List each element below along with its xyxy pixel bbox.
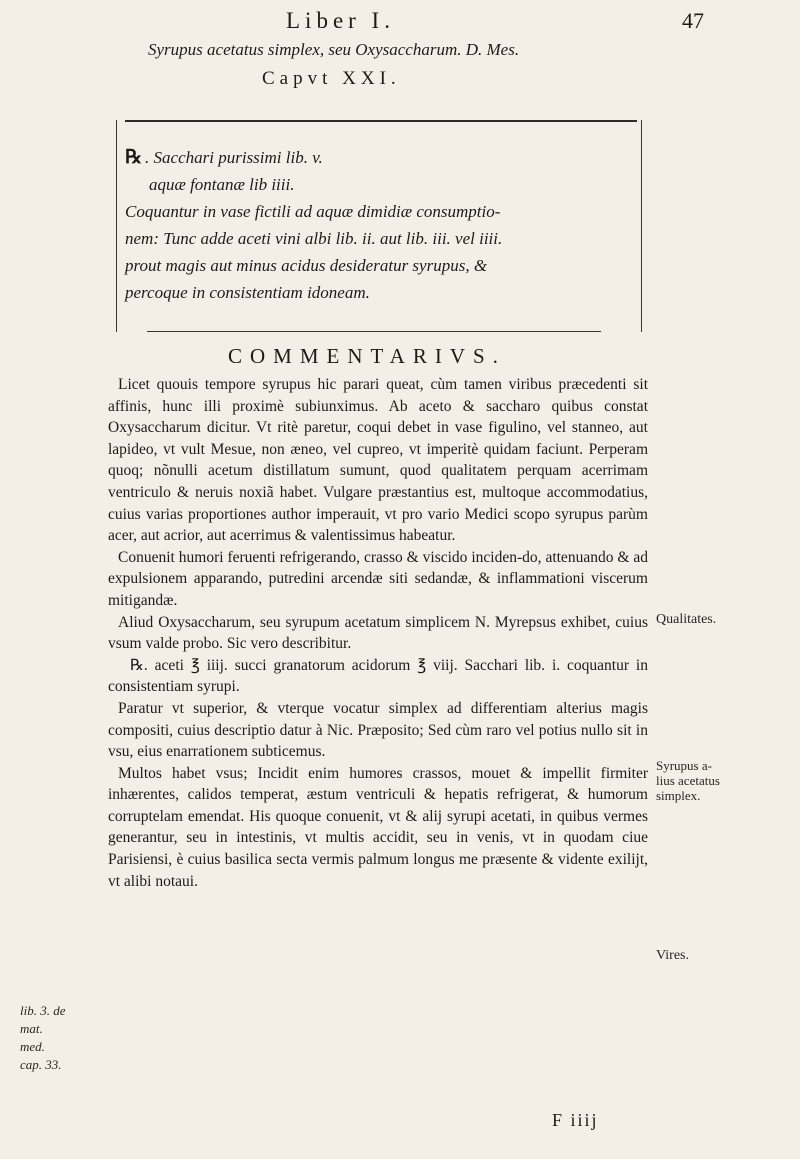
recipe-text [125, 144, 637, 306]
paragraph: Conuenit humori feruenti refrigerando, crasso & viscido inciden-do, attenuando & ad expulsionem apparando, putredini arcendæ siti sedandæ, & inflammationi viscerum mitigandæ. [108, 548, 648, 609]
recipe-line: aquæ fontanæ lib iiii. [149, 175, 295, 194]
recipe-line: ℞ . Sacchari purissimi lib. v. [125, 147, 323, 168]
running-title: Liber I. [286, 8, 395, 33]
paragraph: Multos habet vsus; Incidit enim humores crassos, mouet & impellit firmiter inhærentes, calidos temperat, æstum ventriculi & hepatis refrigerat, & humorum corruptelam emendat. His quoque conuenit, vt & alij syrupi acetati, in quibus vermes generantur, seu in intestinis, vt multis accidit, seu in venis, vt in quodam ciue Parisiensi, è cuius basilica secta vermis palmum longus me præsente & vidente exilijt, vt alibi notaui. [108, 764, 648, 890]
rx-symbol: ℞ [125, 147, 143, 168]
margin-note-reference: lib. 3. de mat. med. cap. 33. [20, 1003, 66, 1072]
recipe-line: nem: Tunc adde aceti vini albi lib. ii. aut lib. iii. vel iiii. [125, 229, 503, 248]
chapter-subtitle: Syrupus acetatus simplex, seu Oxysaccharum. D. Mes. [148, 40, 520, 59]
commentary-body [108, 374, 648, 892]
recipe-line: prout magis aut minus acidus desideratur syrupus, & [125, 256, 488, 275]
recipe-line: Coquantur in vase fictili ad aquæ dimidiæ consumptio- [125, 202, 501, 221]
commentary-heading: COMMENTARIVS. [228, 344, 506, 368]
recipe-line: percoque in consistentiam idoneam. [125, 283, 370, 302]
paragraph: Licet quouis tempore syrupus hic parari queat, cùm tamen viribus præcedenti sit affinis, hunc illi proximè subiunximus. Ab aceto & saccharo quibus constat Oxysaccharum dicitur. Vt ritè paretur, coqui debet in vase figulino, vel stanneo, aut lapideo, vt vult Mesue, non æneo, vel cupreo, vt imperitè quidam faciunt. Perperam quoq; nõnulli acetum distillatum sumunt, quod qualitatem perquam acerrimam ventriculo & neruis noxiã habet. Vulgare præstantius est, multoque accommodatius, cuius varias proportiones author imperauit, vt pro vario Medici scopo syrupus parùm acer, aut acrior, aut acerrimus & valentissimus habeatur. [108, 376, 648, 545]
chapter-number: Capvt XXI. [262, 68, 401, 89]
page-number: 47 [682, 8, 704, 33]
paragraph: Paratur vt superior, & vterque vocatur simplex ad differentiam alterius magis compositi, cuius descriptio datur à Nic. Præposito; Sed cùm raro vel potius nullo sit in vsu, eius enarrationem subticemus. [108, 699, 648, 761]
margin-note-qualitates: Qualitates. [656, 612, 717, 627]
paragraph: ℞. aceti ℥ iiij. succi granatorum acidorum ℥ viij. Sacchari lib. i. coquantur in consistentiam syrupi. [108, 656, 648, 696]
signature-mark: F iiij [552, 1110, 599, 1130]
running-head [0, 8, 800, 38]
margin-note-vires: Vires. [656, 948, 689, 963]
margin-note-syrupus: Syrupus a- lius acetatus simplex. [656, 758, 720, 803]
paragraph: Aliud Oxysaccharum, seu syrupum acetatum simplicem N. Myrepsus exhibet, cuius vsum valde probo. Sic vero describitur. [108, 613, 648, 653]
recipe-box [116, 120, 642, 332]
